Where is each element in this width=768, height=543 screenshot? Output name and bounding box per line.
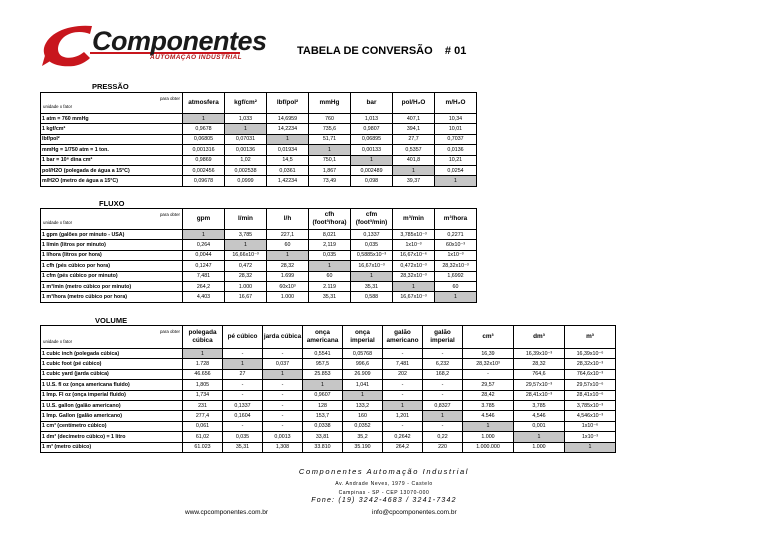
section-title-fluxo: FLUXO: [99, 199, 125, 208]
table-cell: 1: [183, 114, 225, 124]
table-cell: 0,002538: [225, 165, 267, 175]
table-cell: 7,481: [183, 271, 225, 281]
brand-name: Componentes: [92, 26, 267, 56]
table-cell: 160: [343, 411, 383, 421]
row-label: 1 dm³ (decímetro cúbico) = 1 litro: [41, 432, 183, 442]
table-cell: 1.000: [463, 432, 514, 442]
table-cell: 0,0352: [343, 421, 383, 431]
table-cell: 16,67x10⁻⁶: [393, 250, 435, 260]
table-cell: 0,0361: [267, 165, 309, 175]
table-cell: 60: [309, 271, 351, 281]
table-cell: 39,37: [393, 176, 435, 186]
table-cell: 1: [383, 400, 423, 410]
table-row: [41, 281, 477, 291]
table-cell: 10,34: [435, 114, 477, 124]
table-cell: 1: [393, 165, 435, 175]
table-cell: 394,1: [393, 124, 435, 134]
column-header: m³/hora: [435, 209, 477, 230]
table-cell: 46.656: [183, 369, 223, 379]
table-cell: 0,2642: [383, 432, 423, 442]
row-label: 1 cubic foot (pé cúbico): [41, 359, 183, 369]
row-label: 1 cubic inch (polegada cúbica): [41, 349, 183, 359]
table-cell: 1: [263, 369, 303, 379]
table-cell: 0,05768: [343, 349, 383, 359]
row-label: lbf/pol²: [41, 134, 183, 144]
table-row: [41, 442, 616, 452]
footer-email-link[interactable]: info@cpcomponentes.com.br: [372, 509, 457, 516]
table-cell: 28,32x10⁻³: [393, 271, 435, 281]
table-row: [41, 165, 477, 175]
corner-bottom-label: unidade x fator: [43, 339, 73, 344]
table-cell: 277,4: [183, 411, 223, 421]
column-header: lbf/pol²: [267, 93, 309, 114]
table-row: [41, 349, 616, 359]
table-cell: 16,39x10⁻³: [514, 349, 565, 359]
table-cell: 3,785x10⁻³: [393, 230, 435, 240]
corner-cell: [41, 326, 183, 349]
table-cell: 0,0136: [435, 145, 477, 155]
table-cell: 3,785: [225, 230, 267, 240]
table-cell: 25.853: [303, 369, 343, 379]
footer-address: Av. Andrade Neves, 1979 - Castelo: [335, 481, 433, 487]
table-cell: 8,021: [309, 230, 351, 240]
table-row: [41, 411, 616, 421]
table-cell: 168,2: [423, 369, 463, 379]
table-cell: 0,472x10⁻³: [393, 261, 435, 271]
header-row: [41, 209, 477, 230]
table-cell: 0,472: [225, 261, 267, 271]
table-cell: 1: [351, 155, 393, 165]
table-row: [41, 271, 477, 281]
table-cell: 227,1: [267, 230, 309, 240]
table-cell: 1,805: [183, 380, 223, 390]
column-header: mmHg: [309, 93, 351, 114]
column-header: bar: [351, 93, 393, 114]
table-cell: 2,119: [309, 240, 351, 250]
table-cell: 264,2: [383, 442, 423, 452]
table-cell: 0,098: [351, 176, 393, 186]
row-label: 1 kgf/cm²: [41, 124, 183, 134]
table-cell: 28,32: [225, 271, 267, 281]
table-cell: 3,785x10⁻³: [565, 400, 616, 410]
table-pressao: [40, 92, 477, 187]
table-cell: 33.810: [303, 442, 343, 452]
column-header: l/min: [225, 209, 267, 230]
table-cell: 264,2: [183, 281, 225, 291]
table-cell: 0,9678: [183, 124, 225, 134]
table-cell: 61,02: [183, 432, 223, 442]
table-cell: 4.546: [463, 411, 514, 421]
table-cell: 35,31: [309, 292, 351, 302]
table-cell: 28,41x10⁻⁶: [565, 390, 616, 400]
table-row: [41, 390, 616, 400]
table-cell: 1: [225, 124, 267, 134]
section-title-volume: VOLUME: [95, 316, 128, 325]
table-fluxo: [40, 208, 477, 303]
table-row: [41, 369, 616, 379]
table-row: [41, 380, 616, 390]
table-row: [41, 134, 477, 144]
table-cell: -: [263, 411, 303, 421]
table-cell: 29,57x10⁻³: [514, 380, 565, 390]
row-label: 1 Imp. Gallon (galão americano): [41, 411, 183, 421]
table-cell: 10,01: [435, 124, 477, 134]
table-cell: 1.000: [267, 292, 309, 302]
table-cell: 401,8: [393, 155, 435, 165]
column-header: m³/min: [393, 209, 435, 230]
table-cell: 0,0254: [435, 165, 477, 175]
table-cell: 133,2: [343, 400, 383, 410]
column-header: m/H₂O: [435, 93, 477, 114]
table-cell: 16,67: [225, 292, 267, 302]
table-cell: 1: [463, 421, 514, 431]
table-row: [41, 250, 477, 260]
row-label: 1 cubic yard (jarda cúbica): [41, 369, 183, 379]
table-cell: 60x10³: [267, 281, 309, 291]
table-cell: -: [423, 421, 463, 431]
table-cell: 1.000.000: [463, 442, 514, 452]
table-cell: 27,7: [393, 134, 435, 144]
table-cell: 0,09678: [183, 176, 225, 186]
table-cell: 60: [435, 281, 477, 291]
table-cell: -: [263, 390, 303, 400]
table-cell: 0,01934: [267, 145, 309, 155]
table-cell: 1x10⁻³: [565, 432, 616, 442]
row-label: 1 cfm (pés cúbico por minuto): [41, 271, 183, 281]
table-cell: 0,001: [514, 421, 565, 431]
row-label: 1 m³/min (metro cúbico por minuto): [41, 281, 183, 291]
row-label: 1 U.S. gallon (galão americano): [41, 400, 183, 410]
table-cell: 4,546: [514, 411, 565, 421]
row-label: 1 Imp. Fl oz (onça imperial fluido): [41, 390, 183, 400]
corner-bottom-label: unidade x fator: [43, 104, 73, 109]
table-cell: 1,42234: [267, 176, 309, 186]
footer-website-link[interactable]: www.cpcomponentes.com.br: [185, 509, 269, 516]
table-row: [41, 124, 477, 134]
table-cell: 27: [223, 369, 263, 379]
table-cell: 153,7: [303, 411, 343, 421]
column-header: m³: [565, 326, 616, 349]
table-cell: 60x10⁻³: [435, 240, 477, 250]
table-cell: 1: [223, 359, 263, 369]
table-cell: 0,06805: [183, 134, 225, 144]
row-label: 1 gpm (galões por minuto - USA): [41, 230, 183, 240]
table-cell: 28,42: [463, 390, 514, 400]
column-header: cm³: [463, 326, 514, 349]
table-cell: 0,037: [263, 359, 303, 369]
table-row: [41, 261, 477, 271]
table-cell: 1.699: [267, 271, 309, 281]
row-label: 1 l/min (litros por minuto): [41, 240, 183, 250]
table-cell: 26.909: [343, 369, 383, 379]
table-cell: 0,07031: [225, 134, 267, 144]
column-header: atmosfera: [183, 93, 225, 114]
table-cell: 0,9869: [183, 155, 225, 165]
corner-cell: [41, 93, 183, 114]
footer-company: Componentes Automação Industrial: [298, 467, 470, 476]
document-title: TABELA DE CONVERSÃO # 01: [297, 45, 467, 57]
table-cell: 4,546x10⁻³: [565, 411, 616, 421]
table-cell: 1: [351, 271, 393, 281]
table-cell: 764,6: [514, 369, 565, 379]
table-cell: 0,1337: [351, 230, 393, 240]
column-header: cfh (foot³/hora): [309, 209, 351, 230]
table-volume: [40, 325, 616, 453]
table-cell: 1: [267, 134, 309, 144]
corner-bottom-label: unidade x fator: [43, 220, 73, 225]
table-row: [41, 359, 616, 369]
table-row: [41, 155, 477, 165]
table-cell: 760: [309, 114, 351, 124]
table-cell: 1: [514, 432, 565, 442]
table-cell: 996,6: [343, 359, 383, 369]
row-label: m/H2O (metro de água a 15°C): [41, 176, 183, 186]
table-cell: 1: [309, 145, 351, 155]
table-cell: 1,033: [225, 114, 267, 124]
table-cell: 1,867: [309, 165, 351, 175]
table-row: [41, 400, 616, 410]
column-header: pol/H₂O: [393, 93, 435, 114]
table-cell: -: [223, 349, 263, 359]
table-cell: 0,9607: [303, 390, 343, 400]
table-cell: 0,2271: [435, 230, 477, 240]
table-cell: -: [263, 421, 303, 431]
column-header: pé cúbico: [223, 326, 263, 349]
table-cell: -: [383, 421, 423, 431]
table-cell: 0,0338: [303, 421, 343, 431]
table-cell: 1: [435, 176, 477, 186]
table-cell: 73,49: [309, 176, 351, 186]
table-cell: 0,588: [351, 292, 393, 302]
row-label: 1 cm³ (centímetro cúbico): [41, 421, 183, 431]
table-cell: -: [423, 390, 463, 400]
table-cell: -: [423, 380, 463, 390]
table-cell: 7,481: [383, 359, 423, 369]
table-cell: 764,6x10⁻³: [565, 369, 616, 379]
table-cell: -: [383, 380, 423, 390]
table-cell: 0,5541: [303, 349, 343, 359]
table-cell: 1,201: [383, 411, 423, 421]
column-header: kgf/cm²: [225, 93, 267, 114]
column-header: jarda cúbica: [263, 326, 303, 349]
table-cell: 1x10⁻³: [435, 250, 477, 260]
table-cell: 0,06895: [351, 134, 393, 144]
table-cell: 1: [183, 230, 225, 240]
table-cell: 4,403: [183, 292, 225, 302]
table-cell: 1.000: [225, 281, 267, 291]
row-label: 1 U.S. fl oz (onça americana fluido): [41, 380, 183, 390]
table-row: [41, 114, 477, 124]
column-header: dm³: [514, 326, 565, 349]
table-row: [41, 432, 616, 442]
table-cell: -: [223, 380, 263, 390]
row-label: 1 atm = 760 mmHg: [41, 114, 183, 124]
table-cell: 0,7037: [435, 134, 477, 144]
column-header: cfm (foot³/min): [351, 209, 393, 230]
table-cell: -: [423, 349, 463, 359]
footer-city: Campinas - SP - CEP 13070-000: [338, 490, 430, 496]
table-cell: 0,5885x10⁻³: [351, 250, 393, 260]
table-cell: 29,57x10⁻⁶: [565, 380, 616, 390]
table-cell: -: [263, 349, 303, 359]
table-cell: 16,66x10⁻³: [225, 250, 267, 260]
table-cell: 1: [393, 281, 435, 291]
table-cell: 35,2: [343, 432, 383, 442]
table-cell: 28,32x10⁻³: [565, 359, 616, 369]
table-cell: 1x10⁻³: [393, 240, 435, 250]
table-cell: 0,035: [223, 432, 263, 442]
row-label: 1 l/hora (litros por hora): [41, 250, 183, 260]
table-cell: 0,061: [183, 421, 223, 431]
table-cell: 1: [183, 349, 223, 359]
table-cell: 0,1337: [223, 400, 263, 410]
table-cell: 28,32x10⁻³: [435, 261, 477, 271]
table-cell: 0,035: [309, 250, 351, 260]
table-cell: -: [263, 400, 303, 410]
row-label: 1 bar = 10⁶ dina cm²: [41, 155, 183, 165]
table-cell: 28,41x10⁻³: [514, 390, 565, 400]
table-cell: -: [463, 369, 514, 379]
table-cell: 0,9807: [351, 124, 393, 134]
table-cell: 0,8327: [423, 400, 463, 410]
header-row: [41, 93, 477, 114]
table-row: [41, 230, 477, 240]
table-cell: 0,264: [183, 240, 225, 250]
table-cell: -: [383, 390, 423, 400]
table-row: [41, 292, 477, 302]
table-cell: 29,57: [463, 380, 514, 390]
column-header: onça imperial: [343, 326, 383, 349]
table-row: [41, 421, 616, 431]
table-cell: 14,5: [267, 155, 309, 165]
table-cell: 0,002456: [183, 165, 225, 175]
table-cell: 1,013: [351, 114, 393, 124]
column-header: galão americano: [383, 326, 423, 349]
corner-top-label: para obter: [159, 329, 180, 334]
table-cell: 33,81: [303, 432, 343, 442]
table-cell: 1.728: [183, 359, 223, 369]
table-cell: 1: [267, 250, 309, 260]
header-row: [41, 326, 616, 349]
table-cell: 16,39x10⁻⁶: [565, 349, 616, 359]
table-cell: 1: [225, 240, 267, 250]
row-label: 1 m³ (metro cúbico): [41, 442, 183, 452]
table-cell: 14,6959: [267, 114, 309, 124]
table-cell: 51,71: [309, 134, 351, 144]
table-cell: 407,1: [393, 114, 435, 124]
corner-top-label: para obter: [159, 212, 180, 217]
row-label: 1 cfh (pés cúbico por hora): [41, 261, 183, 271]
table-cell: 35,31: [223, 442, 263, 452]
column-header: galão imperial: [423, 326, 463, 349]
table-cell: 10,21: [435, 155, 477, 165]
table-cell: 1: [565, 442, 616, 452]
table-cell: -: [223, 390, 263, 400]
table-cell: 1,734: [183, 390, 223, 400]
corner-cell: [41, 209, 183, 230]
table-cell: 0,1604: [223, 411, 263, 421]
table-cell: 61.023: [183, 442, 223, 452]
table-cell: -: [383, 349, 423, 359]
table-cell: 0,001316: [183, 145, 225, 155]
footer-phone: Fone: (19) 3242-4683 / 3241-7342: [311, 497, 457, 504]
table-cell: 1,041: [343, 380, 383, 390]
table-cell: 0,00133: [351, 145, 393, 155]
table-row: [41, 240, 477, 250]
table-cell: 957,5: [303, 359, 343, 369]
table-cell: 1x10⁻⁶: [565, 421, 616, 431]
table-cell: 14,2234: [267, 124, 309, 134]
table-cell: -: [263, 380, 303, 390]
row-label: pol/H2O (polegada de água a 15°C): [41, 165, 183, 175]
table-cell: 16,67x10⁻³: [351, 261, 393, 271]
table-cell: 1.000: [514, 442, 565, 452]
table-cell: 6,232: [423, 359, 463, 369]
corner-top-label: para obter: [159, 96, 180, 101]
table-cell: 2.119: [309, 281, 351, 291]
table-cell: 1: [435, 292, 477, 302]
table-cell: 735,6: [309, 124, 351, 134]
column-header: polegada cúbica: [183, 326, 223, 349]
table-cell: 28,32: [514, 359, 565, 369]
table-cell: 35,31: [351, 281, 393, 291]
table-cell: 3.785: [463, 400, 514, 410]
table-cell: 1,02: [225, 155, 267, 165]
table-cell: 16,67x10⁻³: [393, 292, 435, 302]
table-cell: 1: [303, 380, 343, 390]
row-label: mmHg = 1/750 atm = 1 ton.: [41, 145, 183, 155]
table-cell: 0,0999: [225, 176, 267, 186]
table-cell: 0,002489: [351, 165, 393, 175]
table-cell: 28,32x10³: [463, 359, 514, 369]
row-label: 1 m³/hora (metro cúbico por hora): [41, 292, 183, 302]
table-cell: 1: [423, 411, 463, 421]
table-cell: 202: [383, 369, 423, 379]
table-cell: 1,308: [263, 442, 303, 452]
table-cell: 60: [267, 240, 309, 250]
table-cell: 0,0044: [183, 250, 225, 260]
table-cell: 0,0013: [263, 432, 303, 442]
table-row: [41, 176, 477, 186]
table-cell: 0,5357: [393, 145, 435, 155]
table-cell: -: [223, 421, 263, 431]
table-cell: 0,1247: [183, 261, 225, 271]
table-cell: 128: [303, 400, 343, 410]
table-cell: 0,22: [423, 432, 463, 442]
table-cell: 1: [343, 390, 383, 400]
section-title-pressao: PRESSÃO: [92, 82, 129, 91]
table-cell: 3,785: [514, 400, 565, 410]
table-cell: 231: [183, 400, 223, 410]
column-header: onça americana: [303, 326, 343, 349]
table-cell: 28,32: [267, 261, 309, 271]
table-cell: 0,00136: [225, 145, 267, 155]
brand-subtitle: AUTOMAÇÃO INDUSTRIAL: [150, 54, 243, 61]
table-cell: 1: [309, 261, 351, 271]
table-cell: 0,035: [351, 240, 393, 250]
column-header: gpm: [183, 209, 225, 230]
table-cell: 16,39: [463, 349, 514, 359]
table-cell: 220: [423, 442, 463, 452]
table-cell: 1,6992: [435, 271, 477, 281]
table-cell: 35.190: [343, 442, 383, 452]
column-header: l/h: [267, 209, 309, 230]
table-row: [41, 145, 477, 155]
table-cell: 750,1: [309, 155, 351, 165]
